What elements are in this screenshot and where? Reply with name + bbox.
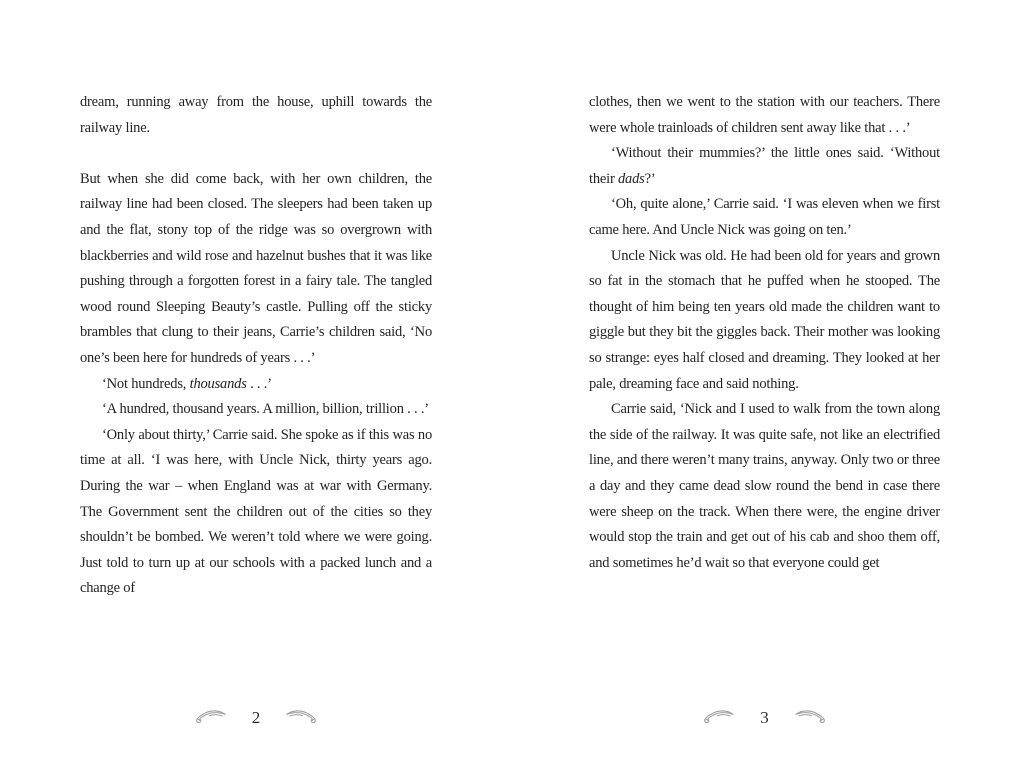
paragraph — [80, 372, 432, 398]
paragraph — [589, 141, 940, 192]
paragraph-text: ‘Without their mummies?’ the little ones said. ‘Without their — [589, 145, 940, 187]
paragraph — [80, 90, 432, 141]
paragraph-text: ?’ — [644, 170, 656, 187]
right-page-text-column — [589, 90, 940, 698]
swirl-ornament-left-icon — [192, 709, 226, 725]
paragraph-text: ‘Oh, quite alone,’ Carrie said. ‘I was eleven when we first came here. And Uncle Nick was going on ten.’ — [589, 196, 940, 238]
paragraph-text: . . .’ — [246, 375, 272, 392]
swirl-ornament-left-icon — [700, 709, 734, 725]
right-page-footer — [589, 702, 940, 732]
paragraph — [589, 397, 940, 576]
italic-word: thousands — [189, 375, 247, 392]
paragraph-text: Carrie said, ‘Nick and I used to walk from the town along the side of the railway. It was quite safe, not like an electrified line, and there weren’t many trains, anyway. Only two or three a day and they came dead slow round the bend in case there were sheep on the track. When there were, the engine driver would stop the train and get out of his cab and shoo them off, and sometimes he’d wait so that everyone could get — [589, 401, 940, 571]
page-number: 3 — [760, 707, 769, 727]
paragraph-text: ‘A hundred, thousand years. A million, billion, trillion . . .’ — [102, 401, 429, 418]
paragraph-text: dream, running away from the house, uphill towards the railway line. — [80, 94, 432, 136]
paragraph — [80, 423, 432, 602]
paragraph-text: Uncle Nick was old. He had been old for years and grown so fat in the stomach that he puffed when he stooped. The thought of him being ten years old made the children want to giggle but they bit the giggles back. Their mother was looking so strange: eyes half closed and dreaming. They looked at her pale, dreaming face and said nothing. — [589, 247, 940, 392]
paragraph — [80, 397, 432, 423]
italic-word: dads — [618, 170, 645, 187]
swirl-ornament-right-icon — [795, 709, 829, 725]
paragraph-text: ‘Not hundreds, — [102, 375, 190, 392]
paragraph-text: clothes, then we went to the station with our teachers. There were whole trainloads of children sent away like that . . .’ — [589, 94, 940, 136]
left-page-text-column — [80, 90, 432, 698]
left-page-footer — [80, 702, 432, 732]
paragraph — [80, 167, 432, 372]
swirl-ornament-right-icon — [286, 709, 320, 725]
paragraph — [589, 244, 940, 398]
paragraph — [589, 192, 940, 243]
paragraph — [589, 90, 940, 141]
paragraph-text: But when she did come back, with her own children, the railway line had been closed. The sleepers had been taken up and the flat, stony top of the ridge was so overgrown with blackberries and wild rose and hazelnut bushes that it was like pushing through a forgotten forest in a fairy tale. The tangled wood round Sleeping Beauty’s castle. Pulling off the sticky brambles that clung to their jeans, Carrie’s children said, ‘No one’s been here for hundreds of years . . .’ — [80, 170, 432, 366]
paragraph-text: ‘Only about thirty,’ Carrie said. She spoke as if this was no time at all. ‘I was here, with Uncle Nick, thirty years ago. During the war – when England was at war with Germany. The Government sent the children out of the cities so they shouldn’t be bombed. We weren’t told where we were going. Just told to turn up at our schools with a packed lunch and a change of — [80, 426, 432, 597]
page-number: 2 — [251, 707, 261, 727]
